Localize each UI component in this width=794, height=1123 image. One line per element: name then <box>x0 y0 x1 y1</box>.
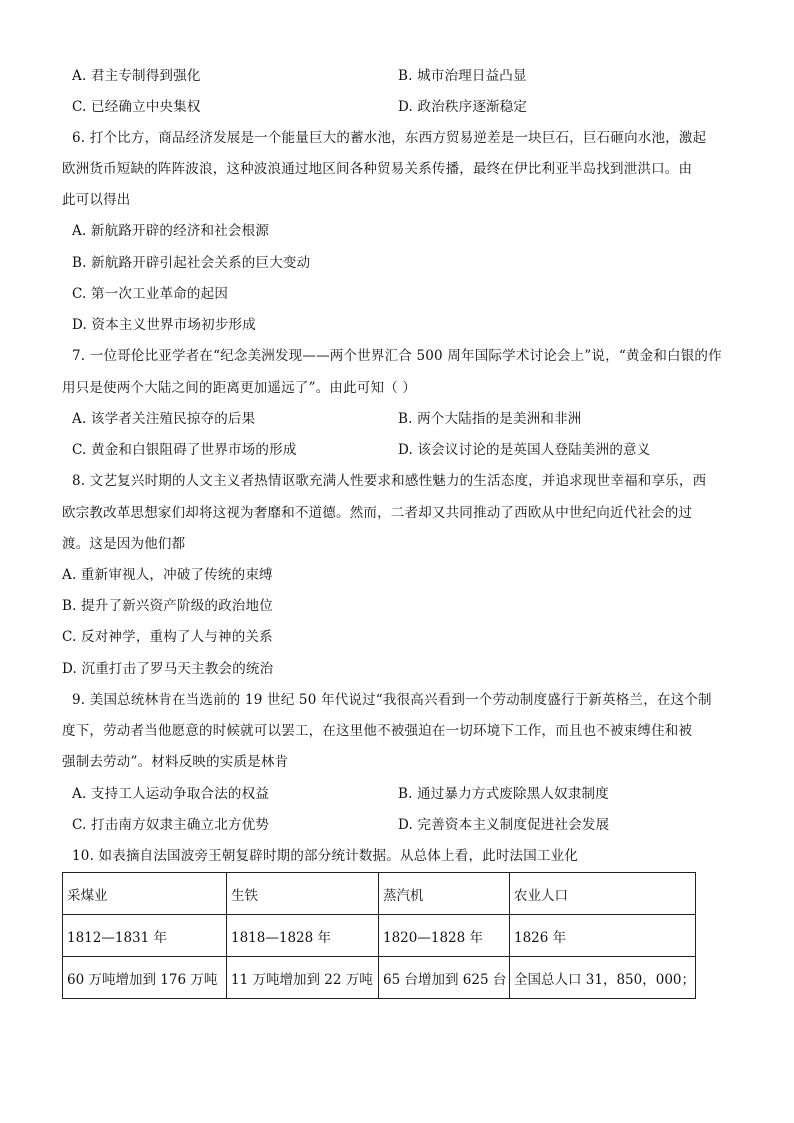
q6-option-d: D. 资本主义世界市场初步形成 <box>72 317 256 333</box>
q9-option-c: C. 打击南方奴隶主确立北方优势 <box>72 817 270 833</box>
table-cell: 农业人口 <box>510 873 696 915</box>
q7-option-b: B. 两个大陆指的是美洲和非洲 <box>398 411 582 427</box>
table-cell: 全国总人口 31，850，000； <box>510 957 696 999</box>
table-cell: 1818—1828 年 <box>227 915 379 957</box>
table-cell: 1812—1831 年 <box>63 915 227 957</box>
q8-stem-line-2: 欧宗教改革思想家们却将这视为奢靡和不道德。然而，二者却又共同推动了西欧从中世纪向近代社会的过 <box>62 505 693 521</box>
q5-option-a: A. 君主专制得到强化 <box>72 68 201 84</box>
table-cell: 1820—1828 年 <box>379 915 510 957</box>
table-cell: 11 万吨增加到 22 万吨 <box>227 957 379 999</box>
q6-stem-line-2: 欧洲货币短缺的阵阵波浪，这种波浪通过地区间各种贸易关系传播，最终在伊比利亚半岛找到泄洪口。由 <box>62 161 693 177</box>
q8-option-d: D. 沉重打击了罗马天主教会的统治 <box>62 661 274 677</box>
table-cell: 65 台增加到 625 台 <box>379 957 510 999</box>
q5-option-b: B. 城市治理日益凸显 <box>398 68 527 84</box>
table-cell: 生铁 <box>227 873 379 915</box>
q9-option-a: A. 支持工人运动争取合法的权益 <box>72 786 270 802</box>
table-cell: 60 万吨增加到 176 万吨 <box>63 957 227 999</box>
q9-stem-line-1: 9. 美国总统林肯在当选前的 19 世纪 50 年代说过“我很高兴看到一个劳动制度盛行于新英格兰，在这个制 <box>72 692 712 708</box>
q5-option-d: D. 政治秩序逐渐稳定 <box>398 99 528 115</box>
q8-stem-line-3: 渡。这是因为他们都 <box>62 536 186 552</box>
q7-option-d: D. 该会议讨论的是英国人登陆美洲的意义 <box>398 442 651 458</box>
q9-stem-line-3: 强制去劳动”。材料反映的实质是林肯 <box>62 754 289 770</box>
q8-option-a: A. 重新审视人，冲破了传统的束缚 <box>62 567 273 583</box>
q8-stem-line-1: 8. 文艺复兴时期的人文主义者热情讴歌充满人性要求和感性魅力的生活态度，并追求现世幸福和享乐，西 <box>72 473 707 489</box>
q5-option-c: C. 已经确立中央集权 <box>72 99 201 115</box>
q6-option-c: C. 第一次工业革命的起因 <box>72 286 229 302</box>
q6-stem-line-1: 6. 打个比方，商品经济发展是一个能量巨大的蓄水池，东西方贸易逆差是一块巨石，巨石砸向水池，激起 <box>72 130 707 146</box>
q7-stem-line-2: 用只是使两个大陆之间的距离更加遥远了”。由此可知（ ） <box>62 380 417 396</box>
table-cell: 1826 年 <box>510 915 696 957</box>
q7-option-c: C. 黄金和白银阻碍了世界市场的形成 <box>72 442 297 458</box>
q6-option-b: B. 新航路开辟引起社会关系的巨大变动 <box>72 255 311 271</box>
table-cell: 采煤业 <box>63 873 227 915</box>
table-cell: 蒸汽机 <box>379 873 510 915</box>
q8-option-b: B. 提升了新兴资产阶级的政治地位 <box>62 598 273 614</box>
table-row <box>63 915 696 957</box>
q9-stem-line-2: 度下，劳动者当他愿意的时候就可以罢工，在这里他不被强迫在一切环境下工作，而且也不被束缚住和被 <box>62 723 693 739</box>
q10-stem: 10. 如表摘自法国波旁王朝复辟时期的部分统计数据。从总体上看，此时法国工业化 <box>72 848 579 864</box>
table-header-row <box>63 873 696 915</box>
q6-option-a: A. 新航路开辟的经济和社会根源 <box>72 223 270 239</box>
q9-option-b: B. 通过暴力方式废除黑人奴隶制度 <box>398 786 609 802</box>
q7-stem-line-1: 7. 一位哥伦比亚学者在“纪念美洲发现——两个世界汇合 500 周年国际学术讨论会上”说，“黄金和白银的作 <box>72 348 722 364</box>
q6-stem-line-3: 此可以得出 <box>62 192 131 208</box>
q8-option-c: C. 反对神学，重构了人与神的关系 <box>62 629 273 645</box>
table-row <box>63 957 696 999</box>
q10-statistics-table <box>62 872 696 999</box>
q7-option-a: A. 该学者关注殖民掠夺的后果 <box>72 411 256 427</box>
q9-option-d: D. 完善资本主义制度促进社会发展 <box>398 817 610 833</box>
